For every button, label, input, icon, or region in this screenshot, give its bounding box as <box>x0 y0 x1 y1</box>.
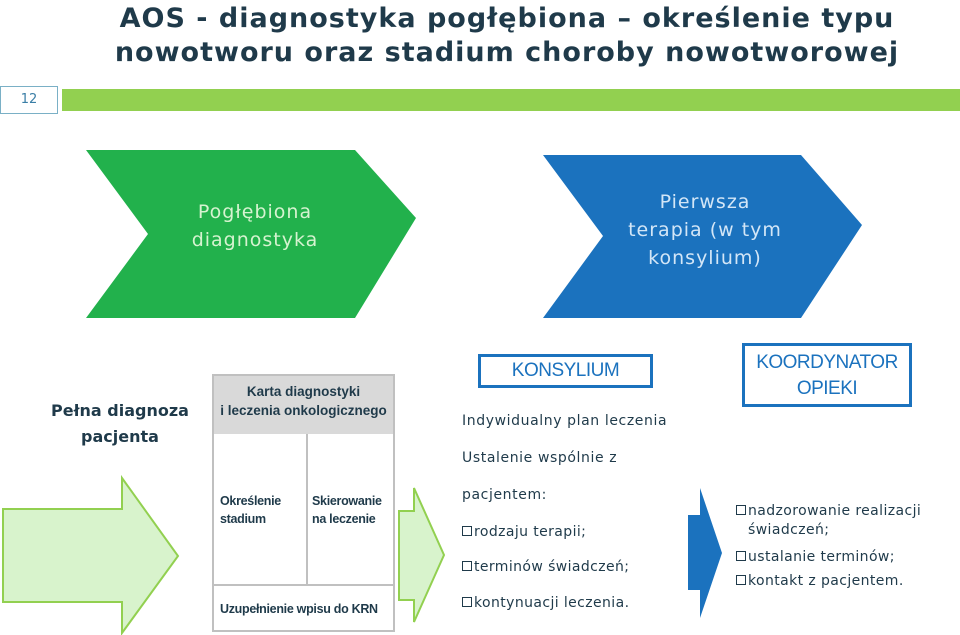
koordynator-bullet <box>736 502 958 540</box>
konsylium-bullet-text: rodzaju terapii; <box>474 524 587 540</box>
koordynator-bullet-text <box>748 502 921 540</box>
koordynator-bullet-text: ustalanie terminów; <box>748 549 895 565</box>
chevron-2-line-3: konsylium) <box>648 247 762 269</box>
karta-card <box>212 374 395 632</box>
light-green-arrow-middle <box>399 488 444 622</box>
checkbox-bullet-icon <box>736 551 746 561</box>
chevron-2-label <box>600 188 810 272</box>
konsylium-line-3: pacjentem: <box>462 487 547 503</box>
chevron-1-line-1: Pogłębiona <box>197 201 313 223</box>
checkbox-bullet-icon <box>462 561 472 571</box>
chevron-1-line-2: diagnostyka <box>191 229 319 251</box>
checkbox-bullet-icon <box>462 597 472 607</box>
chevron-1-label <box>150 198 360 254</box>
konsylium-bullet-text: terminów świadczeń; <box>474 559 630 575</box>
karta-left-line-2: stadium <box>220 512 266 526</box>
karta-right-line-2: na leczenie <box>312 512 376 526</box>
karta-header <box>214 376 393 434</box>
konsylium-bullet-text: kontynuacji leczenia. <box>474 595 630 611</box>
slide-number: 12 <box>0 86 58 114</box>
blue-arrow <box>688 488 722 618</box>
title-line-1: AOS - diagnostyka pogłębiona – określenie typu <box>119 3 895 34</box>
koordynator-bullet <box>736 548 958 567</box>
koordynator-bullet <box>736 572 958 591</box>
karta-left-line-1: Określenie <box>220 494 281 508</box>
title-line-2: nowotworu oraz stadium choroby nowotworowej <box>114 37 900 68</box>
light-green-arrow-left <box>3 478 178 633</box>
full-diagnosis-line-2: pacjenta <box>81 427 159 446</box>
karta-header-line-2: i leczenia onkologicznego <box>220 403 387 418</box>
checkbox-bullet-icon <box>462 526 472 536</box>
koordynator-bullet-1-line-2: świadczeń; <box>748 522 830 538</box>
koordynator-title-line-1: KOORDYNATOR <box>756 352 898 373</box>
karta-right-cell <box>312 492 392 528</box>
koordynator-title-line-2: OPIEKI <box>796 378 858 399</box>
chevron-2-line-1: Pierwsza <box>659 191 751 213</box>
checkbox-bullet-icon <box>736 575 746 585</box>
koordynator-bullet-1-line-1: nadzorowanie realizacji <box>748 503 922 519</box>
konsylium-bullet <box>462 558 629 577</box>
chevron-2-line-2: terapia (w tym <box>628 219 782 241</box>
karta-right-line-1: Skierowanie <box>312 494 382 508</box>
konsylium-title: KONSYLIUM <box>478 354 653 388</box>
karta-divider-horizontal <box>214 584 393 586</box>
konsylium-line-2: Ustalenie wspólnie z <box>462 450 618 466</box>
konsylium-bullet <box>462 594 629 613</box>
checkbox-bullet-icon <box>736 505 746 515</box>
konsylium-line-1: Indywidualny plan leczenia <box>462 413 668 429</box>
koordynator-bullet-text: kontakt z pacjentem. <box>748 573 904 589</box>
konsylium-bullet <box>462 523 586 542</box>
karta-header-line-1: Karta diagnostyki <box>246 384 361 399</box>
full-diagnosis-label <box>20 398 220 450</box>
koordynator-title <box>742 343 912 407</box>
karta-left-cell <box>220 492 306 528</box>
karta-divider-vertical <box>306 434 308 584</box>
karta-bottom-cell: Uzupełnienie wpisu do KRN <box>220 602 378 616</box>
full-diagnosis-line-1: Pełna diagnoza <box>51 401 189 420</box>
